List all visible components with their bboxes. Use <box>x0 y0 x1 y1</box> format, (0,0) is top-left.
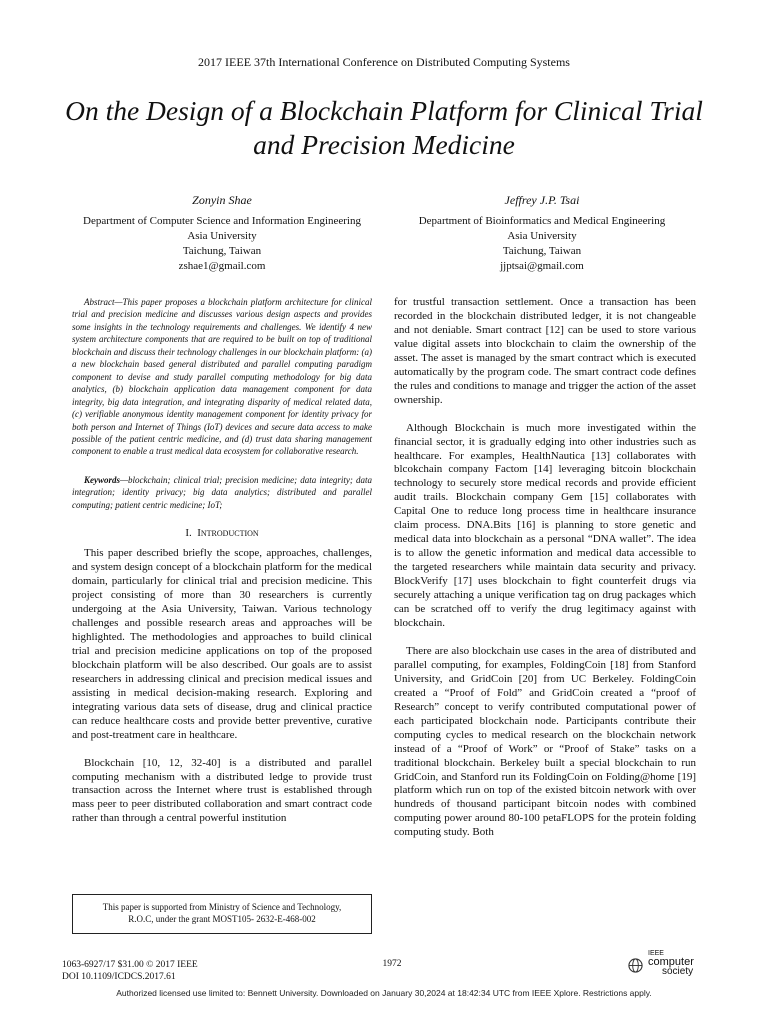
abstract-text: —This paper proposes a blockchain platform architecture for clinical trial and precision medicine and discusses various design aspects and provides some insights in the technology requirements and challenges. We identify 4 new system architecture components that are required to be built on top of traditional blockchain and discuss their technology challenges in our blockchain platform: (a) a new blockchain based general distributed and parallel computing paradigm component to devise and study parallel computing methodology for big data analytics, (b) blockchain application data management component for data integrity, big data integration, and integrating disparity of medical related data, (c) verifiable anonymous identity management component for identity privacy for both person and Internet of Things (IoT) devices and secure data access to make possible of the patient centric medicine, and (d) trust data sharing management component to enable a trust medical data ecosystem for collaborative research. <box>72 297 372 457</box>
author-affiliation-line: Asia University <box>187 230 257 242</box>
author-affiliation-line: Taichung, Taiwan <box>502 245 582 257</box>
funding-footnote <box>72 894 372 934</box>
keywords-label: Keywords <box>84 474 120 485</box>
ieee-computer-society-logo <box>626 950 696 980</box>
footnote-line: This paper is supported from Ministry of Science and Technology, <box>102 902 342 912</box>
author-name: Zonyin Shae <box>192 193 252 207</box>
section-numeral: I. <box>185 527 192 540</box>
abstract <box>72 296 372 458</box>
paper-title: On the Design of a Blockchain Platform for Clinical Trial and Precision Medicine <box>65 95 703 160</box>
author-affiliation-line: Asia University <box>507 230 577 242</box>
body-paragraph: This paper described briefly the scope, approaches, challenges, and system design concept of a blockchain platform for the medical domain, particularly for clinical trial and precision medicine. This project consisting of more than 30 researchers is currently undergoing at the Asia University, Taiwan. Various technology challenges and possible research areas and approaches will be highlighted. The methodologies and approaches to build clinical trial and precision medicine applications on top of the proposed blockchain platform will be also described. Our goals are to assist researchers in addressing clinical and precision medical issues and assisting in medical decision-making research. Exploring and integrating various data sets of disease, drug and clinical practice can reduce healthcare costs and provide better preventive, curative and post-treatment care in healthcare. <box>72 547 372 741</box>
author-block-1 <box>72 193 372 274</box>
keywords <box>72 474 372 511</box>
license-notice: Authorized licensed use limited to: Bennett University. Downloaded on January 30,2024 at 18:42:34 UTC from IEEE Xplore. Restrictions apply. <box>116 988 652 998</box>
doi-line: DOI 10.1109/ICDCS.2017.61 <box>62 972 176 982</box>
author-affiliation-line: Department of Bioinformatics and Medical Engineering <box>418 215 666 227</box>
author-block-2 <box>392 193 692 274</box>
body-paragraph: Although Blockchain is much more investigated within the financial sector, it is gradually edging into other industries such as healthcare. For examples, HealthNautica [13] collaborates with blcokchain company Factom [14] leveraging bitcoin blockchain technology to securely store medical records and provide efficient audit trails. Blockchain company Gem [15] collaborates with Capital One to reduce long process time in healthcare insurance claim process. DNA.Bits [16] is planning to store genetic and medical data into blockchain as a personal “DNA wallet”. The idea is to allow the genetic information and medical data accessible to the targeted researchers while maintain data security and privacy. BlockVerify [17] uses blockchain to fight counterfeit drugs via securely attaching a unique verification tag on drug packages which can be scratched off to verify the drug legitimacy against with blockchain. <box>394 421 696 629</box>
author-email: jjptsai@gmail.com <box>500 260 584 272</box>
logo-ieee-text: IEEE <box>648 950 664 957</box>
keywords-text: —blockchain; clinical trial; precision medicine; data integrity; data integration; identity privacy; big data analytics; distributed and parallel computing; patient centric medicine; IoT; <box>72 474 372 510</box>
body-paragraph: Blockchain [10, 12, 32-40] is a distributed and parallel computing mechanism with a distributed ledge to provide trust transaction across the Internet where trust is established through mass peer to peer distributed collaboration and smart contract code rather than through a central powerful institution <box>72 756 372 825</box>
issn-line: 1063-6927/17 $31.00 © 2017 IEEE <box>62 960 198 970</box>
left-column <box>72 296 372 840</box>
author-name: Jeffrey J.P. Tsai <box>504 193 580 207</box>
body-paragraph: There are also blockchain use cases in the area of distributed and parallel computing, for examples, FoldingCoin [18] from Stanford University, and GridCoin [20] from UC Berkeley. FoldingCoin created a “Proof of Fold” and GridCoin created a “proof of Research” concept to verify contributed computational power of each participated blockchain node. Participants contribute their computing cycles to medical research on the blockchain network instead of a “Proof of Work” or “Proof of Stake” tasks on a traditional blockchain. Berkeley built a special blockchain to run GridCoin, and Stanford run its FoldingCoin on Folding@home [19] platform which run on top of the existed bitcoin network with over hundreds of thousand participant bitcoin nodes with combined computing power around 80-100 petaFLOPS for the protein folding computing study. Both <box>394 644 696 839</box>
abstract-label: Abstract <box>84 297 115 307</box>
page-number: 1972 <box>382 959 402 969</box>
footnote-line: R.O.C, under the grant MOST105- 2632-E-468-002 <box>128 914 316 924</box>
section-title: Introduction <box>197 527 259 540</box>
body-paragraph: for trustful transaction settlement. Once a transaction has been recorded in the blockchain distributed ledger, it is not changeable and not deniable. Smart contract [12] can be used to store various value digital assets into blockchain to claim the ownership of the asset. The asset is managed by the smart contract which is executed automatically by the program code. The smart contract code defines the rules and conditions to manage and trigger the action of the asset ownership. <box>394 296 696 406</box>
globe-icon <box>628 958 643 973</box>
author-email: zshae1@gmail.com <box>178 260 266 272</box>
section-heading <box>72 527 372 541</box>
right-column <box>394 296 696 854</box>
author-affiliation-line: Taichung, Taiwan <box>182 245 262 257</box>
logo-computer-text: computer <box>648 956 694 968</box>
logo-society-text: society <box>662 966 694 977</box>
conference-header: 2017 IEEE 37th International Conference on Distributed Computing Systems <box>198 55 570 69</box>
copyright-footer <box>62 959 198 983</box>
author-affiliation-line: Department of Computer Science and Information Engineering <box>83 215 361 227</box>
